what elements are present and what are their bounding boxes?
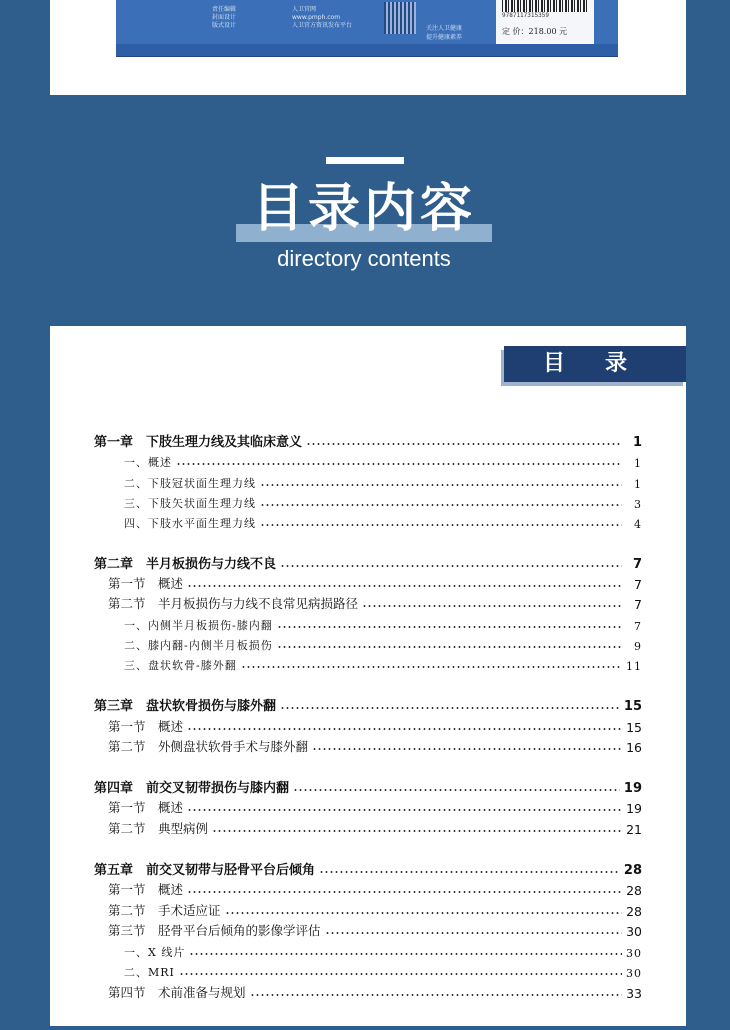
toc-page-number: 7 xyxy=(632,557,642,572)
toc-section-row xyxy=(108,796,642,816)
toc-entry-title: 一、X 线片 xyxy=(124,946,186,959)
publisher-line: www.pmph.com xyxy=(292,14,341,21)
toc-leader-dots xyxy=(277,617,622,629)
toc-subsection-row xyxy=(124,653,642,673)
toc-entry-title: 第四章 前交叉韧带损伤与膝内翻 xyxy=(94,781,290,796)
book-tags xyxy=(426,24,486,44)
toc-entry-title: 一、内侧半月板损伤-膝内翻 xyxy=(124,619,273,632)
toc-chapter-row xyxy=(94,430,642,450)
toc-leader-dots xyxy=(293,780,620,792)
toc-section-row xyxy=(108,817,642,837)
publisher-info xyxy=(292,6,366,32)
toc-page-number: 28 xyxy=(626,904,642,919)
toc-list xyxy=(94,430,642,1030)
toc-entry-title: 第一节 概述 xyxy=(108,800,184,815)
book-price: 定 价：218.00 元 xyxy=(502,27,568,36)
toc-page-number: 7 xyxy=(634,577,642,592)
section-title: 目录内容 xyxy=(251,179,476,239)
toc-leader-dots xyxy=(277,637,622,649)
toc-section-row xyxy=(108,899,642,919)
toc-section-row xyxy=(108,735,642,755)
toc-page-number: 30 xyxy=(626,947,642,960)
toc-page-number: 9 xyxy=(634,640,642,653)
toc-page-number: 15 xyxy=(626,720,642,735)
toc-page-number: 30 xyxy=(626,924,642,939)
toc-section-row xyxy=(108,572,642,592)
toc-leader-dots xyxy=(260,515,622,527)
toc-entry-title: 第一节 概述 xyxy=(108,719,184,734)
toc-entry-title: 第三章 盘状软骨损伤与膝外翻 xyxy=(94,699,277,714)
toc-entry-title: 第四节 术前准备与规划 xyxy=(108,985,246,1000)
toc-page-number: 28 xyxy=(626,883,642,898)
toc-chapter-row xyxy=(94,776,642,796)
toc-chapter-row xyxy=(94,552,642,572)
toc-subsection-row xyxy=(124,450,642,470)
tag-line: 提升健康素养 xyxy=(426,34,463,41)
toc-leader-dots xyxy=(187,800,622,812)
toc-subsection-row xyxy=(124,491,642,511)
toc-page-number: 30 xyxy=(626,967,642,980)
toc-chapter-row xyxy=(94,694,642,714)
toc-page-number: 7 xyxy=(634,597,642,612)
credit-line: 版式设计 xyxy=(212,22,237,29)
toc-entry-title: 四、下肢水平面生理力线 xyxy=(124,517,256,530)
toc-leader-dots xyxy=(187,882,622,894)
book-cover-card xyxy=(50,0,686,95)
toc-entry-title: 第二节 典型病例 xyxy=(108,821,209,836)
toc-subsection-row xyxy=(124,471,642,491)
toc-page xyxy=(50,326,686,1026)
toc-badge xyxy=(504,346,686,382)
toc-leader-dots xyxy=(225,903,622,915)
credit-line: 责任编辑 xyxy=(212,6,237,13)
qr-code-icon xyxy=(384,2,416,34)
toc-leader-dots xyxy=(241,657,622,669)
toc-leader-dots xyxy=(362,596,622,608)
toc-page-number: 21 xyxy=(626,822,642,837)
publisher-line: 人卫官网 xyxy=(292,6,317,13)
title-decoration-bar xyxy=(326,157,404,164)
toc-page-number: 16 xyxy=(626,740,642,755)
toc-entry-title: 第二节 外侧盘状软骨手术与膝外翻 xyxy=(108,739,309,754)
toc-leader-dots xyxy=(280,698,620,710)
toc-section-row xyxy=(108,919,642,939)
isbn-digits: 9787117315359 xyxy=(502,12,549,19)
toc-subsection-row xyxy=(124,613,642,633)
toc-leader-dots xyxy=(319,862,620,874)
toc-entry-title: 一、概述 xyxy=(124,456,172,469)
toc-entry-title: 三、下肢矢状面生理力线 xyxy=(124,497,256,510)
toc-entry-title: 第一节 概述 xyxy=(108,882,184,897)
toc-leader-dots xyxy=(325,923,622,935)
toc-section-row xyxy=(108,592,642,612)
book-back-cover xyxy=(116,0,618,57)
toc-badge-label: 目录 xyxy=(542,351,667,376)
toc-subsection-row xyxy=(124,940,642,960)
tag-line: 关注人卫健康 xyxy=(426,25,463,32)
toc-leader-dots xyxy=(280,556,622,568)
toc-entry-title: 第二章 半月板损伤与力线不良 xyxy=(94,557,277,572)
toc-leader-dots xyxy=(306,434,622,446)
toc-page-number: 7 xyxy=(634,620,642,633)
toc-leader-dots xyxy=(189,944,622,956)
toc-page-number: 19 xyxy=(626,801,642,816)
publisher-line: 人卫官方资讯发布平台 xyxy=(292,22,353,29)
toc-subsection-row xyxy=(124,511,642,531)
toc-leader-dots xyxy=(312,739,622,751)
toc-leader-dots xyxy=(187,576,622,588)
toc-leader-dots xyxy=(212,821,622,833)
barcode-area xyxy=(496,0,594,44)
toc-entry-title: 第五章 前交叉韧带与胫骨平台后倾角 xyxy=(94,863,316,878)
toc-entry-title: 第二节 半月板损伤与力线不良常见病损路径 xyxy=(108,596,359,611)
toc-page-number: 3 xyxy=(634,498,642,511)
toc-page-number: 33 xyxy=(626,986,642,1001)
toc-leader-dots xyxy=(250,985,622,997)
toc-subsection-row xyxy=(124,633,642,653)
toc-section-row xyxy=(108,981,642,1001)
toc-page-number: 19 xyxy=(623,781,642,796)
toc-page-number: 1 xyxy=(632,435,642,450)
toc-leader-dots xyxy=(176,454,622,466)
credit-line: 封面设计 xyxy=(212,14,237,21)
toc-leader-dots xyxy=(179,964,622,976)
toc-page-number: 1 xyxy=(634,457,642,470)
toc-page-number: 28 xyxy=(623,863,642,878)
toc-chapter-row xyxy=(94,858,642,878)
toc-entry-title: 第三节 胫骨平台后倾角的影像学评估 xyxy=(108,923,321,938)
barcode-icon xyxy=(502,0,588,12)
toc-entry-title: 三、盘状软骨-膝外翻 xyxy=(124,659,237,672)
toc-page-number: 11 xyxy=(626,660,642,673)
toc-page-number: 15 xyxy=(623,699,642,714)
toc-subsection-row xyxy=(124,960,642,980)
toc-entry-title: 第二节 手术适应证 xyxy=(108,903,221,918)
toc-page-number: 1 xyxy=(634,478,642,491)
toc-section-row xyxy=(108,715,642,735)
toc-leader-dots xyxy=(187,719,622,731)
toc-entry-title: 第一章 下肢生理力线及其临床意义 xyxy=(94,435,303,450)
toc-entry-title: 二、膝内翻-内侧半月板损伤 xyxy=(124,639,273,652)
section-subtitle: directory contents xyxy=(277,246,451,271)
toc-leader-dots xyxy=(260,495,622,507)
toc-leader-dots xyxy=(260,475,622,487)
toc-page-number: 4 xyxy=(634,518,642,531)
toc-entry-title: 二、MRI xyxy=(124,966,175,979)
book-editor-credits xyxy=(212,6,262,32)
toc-entry-title: 二、下肢冠状面生理力线 xyxy=(124,477,256,490)
toc-entry-title: 第一节 概述 xyxy=(108,576,184,591)
toc-section-row xyxy=(108,878,642,898)
